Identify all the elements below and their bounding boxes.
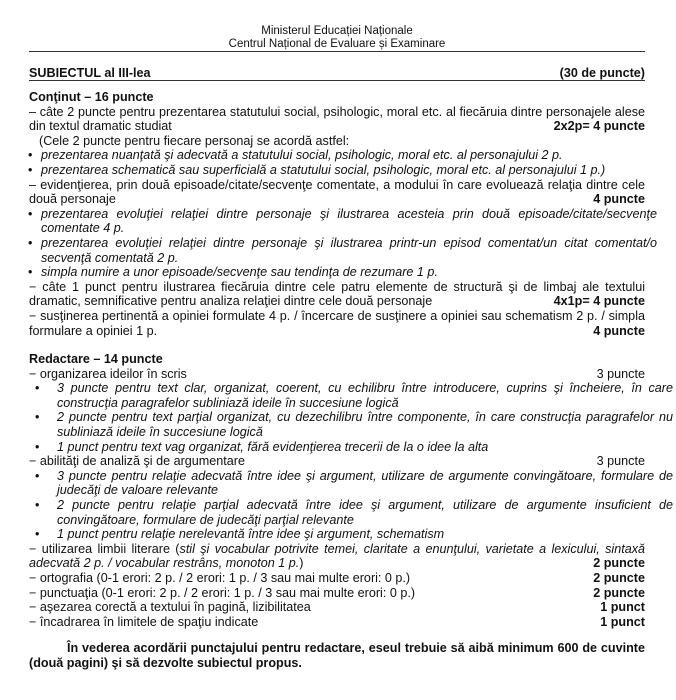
- bullet-text: 2 puncte pentru relaţie parţial adecvată între idee şi argument, utilizare de argumente insuficient de convingătoare, formulare de judecăţi parţial relevante: [57, 498, 673, 527]
- continut-item-2-bullet-2: [29, 236, 657, 265]
- continut-item-2: [29, 178, 645, 207]
- bullet-icon: •: [28, 235, 33, 250]
- bullet-icon: •: [35, 439, 40, 454]
- bullet-text: 2 puncte pentru text parţial organizat, cu dezechilibru între componente, în care construcţia paragrafelor nu subliniază ideile în succesiune logică: [57, 410, 673, 440]
- continut-item-1: [29, 105, 645, 134]
- ministry-name: Ministerul Educației Naționale: [261, 25, 413, 37]
- redactare-title: Redactare – 14 puncte: [29, 352, 163, 367]
- limba-suffix: ): [299, 556, 304, 571]
- redactare-analiza: [29, 454, 645, 469]
- limba-criteria: stil şi vocabular potrivite temei, claritate a enunţului, varietate a lexicului, sintaxă adecvată 2 p. / vocabular restrâns, monoton 1 p.: [29, 541, 646, 571]
- limba-prefix: − utilizarea limbii literare (: [29, 541, 180, 556]
- analiza-bullet-2: [29, 498, 673, 527]
- continut-item-4-text: − susţinerea pertinentă a opiniei formulate 4 p. / încercare de susţinere a opiniei sau schematism 2 p. / simpla formulare a opiniei 1 p.: [29, 308, 645, 338]
- continut-item-1-bullet-2: [29, 163, 651, 178]
- redactare-analiza-points: 3 puncte: [596, 454, 645, 469]
- redactare-organizare: [29, 367, 645, 382]
- continut-item-1-note: (Cele 2 puncte pentru fiecare personaj se acordă astfel:: [39, 133, 350, 148]
- bullet-icon: •: [35, 527, 40, 542]
- organizare-bullet-3: [29, 440, 673, 455]
- bullet-text: 3 puncte pentru text clar, organizat, coerent, cu echilibru între introducere, cuprins şi încheiere, în care construcţia paragrafelor subliniază ideile în succesiune logică: [57, 381, 673, 410]
- continut-item-3: [29, 280, 645, 309]
- continut-item-3-points: 4x1p= 4 puncte: [553, 294, 645, 309]
- analiza-bullet-3: [29, 527, 673, 542]
- continut-item-2-bullet-3: [29, 265, 657, 280]
- redactare-punctuatia: [29, 586, 645, 601]
- continut-item-1-points: 2x2p= 4 puncte: [553, 119, 645, 134]
- analiza-bullet-1: [29, 469, 673, 498]
- continut-item-3-text: − câte 1 punct pentru ilustrarea fiecăruia dintre cele patru elemente de structură şi de limbaj ale textului dramatic, semnificative pentru analiza relaţiei dintre cele două personaje: [29, 279, 645, 309]
- bullet-text: simpla numire a unor episoade/secvenţe sau tendinţa de rezumare 1 p.: [41, 265, 438, 280]
- redactare-ortografia: [29, 571, 645, 586]
- bullet-text: prezentarea nuanţată şi adecvată a statutului social, psihologic, moral etc. al personajului 2 p.: [41, 148, 563, 163]
- bullet-text: 1 punct pentru relaţie nerelevantă între idee şi argument, schematism: [57, 527, 445, 542]
- redactare-organizare-text: − organizarea ideilor în scris: [29, 366, 187, 381]
- continut-item-1-bullet-1: [29, 148, 651, 163]
- subject-title: SUBIECTUL al III-lea: [29, 66, 151, 80]
- bullet-icon: •: [35, 498, 40, 513]
- organizare-bullet-1: [29, 381, 673, 410]
- incadrarea-points: 1 punct: [600, 614, 645, 629]
- punctuatia-points: 2 puncte: [593, 585, 645, 600]
- continut-item-2-bullet-1: [29, 207, 657, 236]
- bullet-icon: •: [28, 206, 33, 221]
- continut-item-2-points: 4 puncte: [593, 192, 645, 207]
- redactare-limba-points: 2 puncte: [593, 556, 645, 571]
- subject-heading: [29, 64, 645, 81]
- bullet-icon: •: [35, 410, 40, 425]
- continut-item-4: [29, 309, 645, 338]
- incadrarea-text: − încadrarea în limitele de spaţiu indicate: [29, 614, 259, 629]
- continut-item-2-text: – evidenţierea, prin două episoade/citate/secvenţe comentate, a modului în care evoluează relaţia dintre cele două personaje: [29, 177, 645, 207]
- ortografia-points: 2 puncte: [593, 571, 645, 585]
- asezarea-text: − aşezarea corectă a textului în pagină, lizibilitatea: [29, 600, 311, 615]
- continut-item-1-text: – câte 2 puncte pentru prezentarea statutului social, psihologic, moral etc. al fiecăruia dintre personajele alese din textul dramatic studiat: [29, 104, 645, 134]
- evaluation-center-name: Centrul Național de Evaluare și Examinare: [228, 38, 446, 50]
- redactare-asezarea: [29, 600, 645, 615]
- organizare-bullet-2: [29, 410, 673, 439]
- bullet-icon: •: [28, 162, 33, 177]
- redactare-incadrarea: [29, 615, 645, 630]
- bullet-text: 3 puncte pentru relaţie adecvată între idee şi argument, utilizare de argumente convingătoare, formulare de judecăţi de valoare relevante: [57, 468, 673, 498]
- continut-item-4-points: 4 puncte: [593, 323, 645, 338]
- document-header: [29, 25, 645, 51]
- redactare-limba: [29, 542, 645, 571]
- punctuatia-text: − punctuaţia (0-1 erori: 2 p. / 2 erori: 1 p. / 3 sau mai multe erori: 0 p.): [29, 585, 416, 600]
- redactare-organizare-points: 3 puncte: [596, 366, 645, 381]
- bullet-icon: •: [28, 148, 33, 163]
- bullet-text: prezentarea evoluţiei relaţiei dintre personaje şi ilustrarea acesteia prin două episoade/citate/secvenţe comentate 4 p.: [41, 206, 657, 236]
- bullet-text: prezentarea evoluţiei relaţiei dintre personaje şi ilustrarea printr-un episod comentat/un citat comentat/o secvenţă comentată 2 p.: [41, 235, 657, 265]
- bullet-text: prezentarea schematică sau superficială a statutului social, psihologic, moral etc. al personajului 1 p.): [41, 162, 606, 177]
- bullet-icon: •: [28, 265, 33, 280]
- ortografia-text: − ortografia (0-1 erori: 2 p. / 2 erori: 1 p. / 3 sau mai multe erori: 0 p.): [29, 571, 411, 585]
- final-note: În vederea acordării punctajului pentru redactare, eseul trebuie să aibă minimum 600 de cuvinte (două pagini) şi să dezvolte subiectul propus.: [29, 641, 645, 670]
- bullet-text: 1 punct pentru text vag organizat, fără evidenţierea trecerii de la o idee la alta: [57, 439, 489, 454]
- header-divider: [29, 51, 645, 52]
- redactare-analiza-text: − abilităţi de analiză şi de argumentare: [29, 454, 245, 469]
- continut-title: Conţinut – 16 puncte: [29, 90, 154, 104]
- bullet-icon: •: [35, 468, 40, 483]
- asezarea-points: 1 punct: [600, 600, 645, 615]
- subject-total-points: (30 de puncte): [559, 66, 645, 80]
- grading-content: [28, 90, 673, 671]
- bullet-icon: •: [35, 381, 40, 396]
